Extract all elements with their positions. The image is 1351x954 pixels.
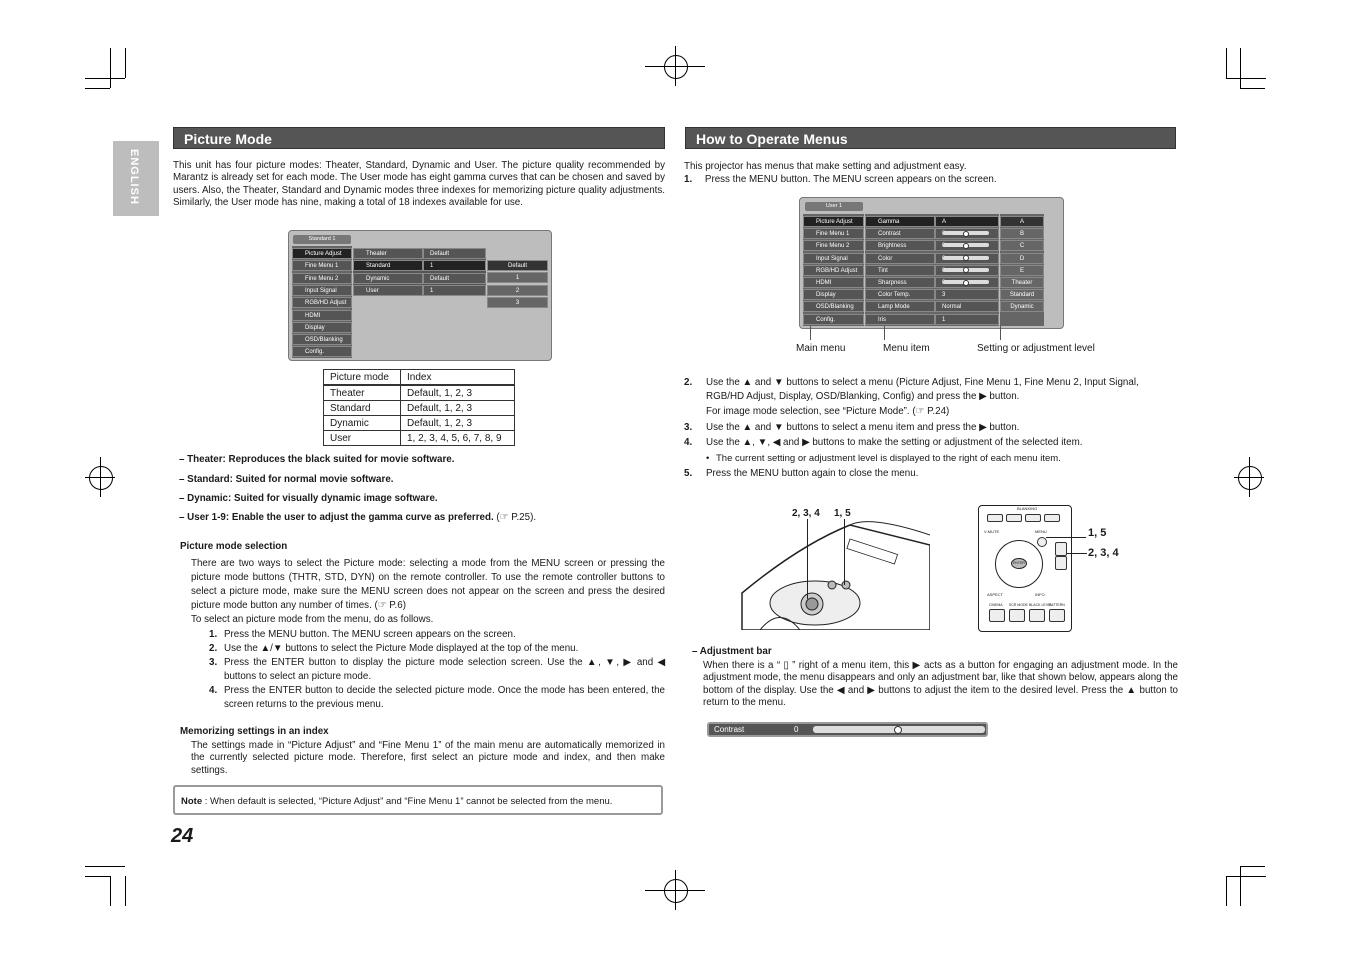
remote-cinema-label: CINEMA [989, 603, 1003, 607]
step-number: 3. [209, 657, 218, 668]
osd-slider-knob[interactable] [963, 280, 969, 286]
osd-item-value: 3 [935, 289, 999, 300]
osd-menu-item[interactable]: Picture Adjust [292, 248, 352, 259]
step-number: 2. [209, 643, 218, 654]
table-header-row [324, 370, 515, 386]
step-row [684, 452, 1178, 466]
adjustment-bar-para: When there is a “ ▯ ” right of a menu item, this ▶ acts as a button for engaging an adjustment mode. In the adjustment mode, the menu disappears and only an adjustment bar, like that shown below, appears along the bottom of the display. Use the ◀ and ▶ buttons to adjust the item to the desired level. Press the ▲ button to return to the menu. [703, 660, 1178, 709]
osd-item-name[interactable]: Lamp Mode [865, 301, 935, 312]
osd-title: Standard 1 [293, 235, 351, 244]
picture-mode-osd [288, 230, 552, 361]
table-header: Picture mode [324, 370, 401, 386]
selection-steps [209, 628, 665, 712]
table-cell: Theater [324, 385, 401, 401]
table-cell: Default, 1, 2, 3 [401, 401, 515, 416]
osd-item-name[interactable]: Iris [865, 314, 935, 325]
osd-level: Default [487, 260, 548, 271]
remote-menu-label: MENU [1035, 529, 1047, 534]
step-text: Press the MENU button. The MENU screen appears on the screen. [224, 629, 516, 640]
step-number: 5. [684, 468, 693, 479]
osd-slider-knob[interactable] [963, 243, 969, 249]
adjustment-bar-heading: – Adjustment bar [692, 646, 772, 657]
osd-menu-item[interactable]: Input Signal [292, 285, 352, 296]
osd-mode-name[interactable]: Theater [353, 248, 423, 259]
osd-level: 3 [487, 297, 548, 308]
language-tab [113, 141, 159, 216]
remote-menu-button[interactable] [1037, 537, 1047, 547]
step-number: 1. [209, 629, 218, 640]
osd-item-value: A [935, 216, 999, 227]
osd-level: 2 [487, 285, 548, 296]
step-row [684, 467, 1178, 481]
remote-info-label: INFO. [1035, 592, 1046, 597]
osd-mode-name[interactable]: Standard [353, 260, 423, 271]
osd-menu-item[interactable]: RGB/HD Adjust [803, 265, 864, 276]
remote-scrmode-button[interactable] [1009, 609, 1025, 622]
osd-level: A [1000, 216, 1044, 227]
osd-item-name[interactable]: Color Temp. [865, 289, 935, 300]
osd-item-value: Normal [935, 301, 999, 312]
table-cell: User [324, 431, 401, 446]
table-row [324, 385, 515, 401]
osd-menu-item[interactable]: Display [803, 289, 864, 300]
table-cell: Dynamic [324, 416, 401, 431]
step-bullet: • [706, 452, 710, 464]
osd-mode-name[interactable]: User [353, 285, 423, 296]
osd-menu-item[interactable]: Config. [292, 346, 352, 357]
operate-menus-title: How to Operate Menus [696, 131, 848, 147]
remote-blanking-button[interactable] [987, 514, 1003, 522]
memorizing-para: The settings made in “Picture Adjust” and “Fine Menu 1” of the main menu are automatically memorized in the currently selected picture mode. Therefore, first select an picture mode and index, and then make settings. [191, 740, 665, 776]
step-number: 2. [684, 377, 693, 388]
osd-item-name[interactable]: Brightness [865, 240, 935, 251]
table-cell: Default, 1, 2, 3 [401, 416, 515, 431]
callout-setting-level: Setting or adjustment level [977, 343, 1095, 354]
remote-label-234: 2, 3, 4 [1088, 547, 1119, 559]
remote-blanking-label: BLANKING [1017, 506, 1038, 511]
osd-item-name[interactable]: Color [865, 253, 935, 264]
remote-blanking-button[interactable] [1044, 514, 1060, 522]
remote-aspect-label: ASPECT [987, 592, 1004, 597]
step-text: Use the ▲/▼ buttons to select the Picture Mode displayed at the top of the menu. [224, 643, 579, 654]
projector-label-234: 2, 3, 4 [792, 508, 820, 519]
step-number: 4. [684, 437, 693, 448]
operate-steps [684, 376, 1178, 481]
osd-menu-item[interactable]: Fine Menu 1 [803, 228, 864, 239]
step-row [684, 376, 1178, 403]
step-text: Use the ▲ and ▼ buttons to select a menu (Picture Adjust, Fine Menu 1, Fine Menu 2, Input Signal, RGB/HD Adjust, Display, OSD/Blanking, Config) and press the ▶ button. [706, 377, 1139, 402]
osd-menu-item[interactable]: Fine Menu 2 [803, 240, 864, 251]
osd-title: User 1 [805, 202, 863, 211]
remote-pattern-button[interactable] [1049, 609, 1065, 622]
mode-bullet: – Standard: Suited for normal movie software. [179, 474, 394, 485]
step-text: Use the ▲ and ▼ buttons to select a menu item and press the ▶ button. [706, 421, 1020, 433]
remote-cinema-button[interactable] [989, 609, 1005, 622]
index-table [323, 369, 515, 446]
picture-mode-heading [173, 127, 665, 149]
selection-sub: To select an picture mode from the menu, do as follows. [191, 614, 434, 625]
osd-menu-item[interactable]: HDMI [292, 310, 352, 321]
osd-item-name[interactable]: Gamma [865, 216, 935, 227]
step-text: Use the ▲, ▼, ◀ and ▶ buttons to make the setting or adjustment of the selected item. [706, 437, 1083, 448]
osd-menu-item[interactable]: Display [292, 322, 352, 333]
osd-level: Standard [1000, 289, 1044, 300]
osd-level: D [1000, 253, 1044, 264]
osd-mode-value: Default [423, 248, 486, 259]
step-number: 1. [684, 174, 693, 185]
remote-pattern-label: PATTERN [1049, 603, 1065, 607]
step-row [684, 421, 1178, 435]
projector-drawing [740, 505, 930, 630]
remote-up-button[interactable] [1055, 542, 1067, 556]
table-header: Index [401, 370, 515, 386]
step-row [684, 405, 1178, 419]
table-cell: 1, 2, 3, 4, 5, 6, 7, 8, 9 [401, 431, 515, 446]
language-tab-label: ENGLISH [128, 149, 140, 205]
osd-mode-name[interactable]: Dynamic [353, 273, 423, 284]
remote-black-label: BLACK LEVEL [1029, 603, 1053, 607]
operate-menus-heading [685, 127, 1176, 149]
osd-menu-item[interactable]: Picture Adjust [803, 216, 864, 227]
osd-slider-knob[interactable] [963, 231, 969, 237]
step-row [209, 628, 665, 642]
osd-menu-item[interactable]: HDMI [803, 277, 864, 288]
osd-item-name[interactable]: Sharpness [865, 277, 935, 288]
osd-menu-item[interactable]: Fine Menu 1 [292, 260, 352, 271]
step-number: 3. [684, 421, 693, 433]
osd-menu-item[interactable]: Config. [803, 314, 864, 325]
osd-menu-item[interactable]: RGB/HD Adjust [292, 297, 352, 308]
osd-menu-item[interactable]: Input Signal [803, 253, 864, 264]
osd-item-value: 1 [935, 314, 999, 325]
remote-blanking-button[interactable] [1025, 514, 1041, 522]
step-text: For image mode selection, see “Picture Mode”. (☞ P.24) [706, 406, 950, 417]
table-cell: Standard [324, 401, 401, 416]
remote-blanking-button[interactable] [1006, 514, 1022, 522]
step-text: Press the ENTER button to display the picture mode selection screen. Use the ▲, ▼, ▶ and ◀ buttons to select an picture mode. [224, 657, 665, 682]
osd-level: Dynamic [1000, 301, 1044, 312]
osd-mode-value: 1 [423, 285, 486, 296]
remote-down-button[interactable] [1055, 556, 1067, 570]
step-number: 4. [209, 685, 218, 696]
osd-level: 1 [487, 272, 548, 283]
picture-mode-intro: This unit has four picture modes: Theater, Standard, Dynamic and User. The picture quality recommended by Marantz is already set for each mode. The User mode has eight gamma curves that can be chosen and saved by users. Also, the Theater, Standard and Dynamic modes three indexes for memorizing picture quality adjustments. Similarly, the User mode has nine, making a total of 18 indexes available for use. [173, 160, 665, 209]
projector-illustration [740, 505, 930, 630]
osd-menu-item[interactable]: OSD/Blanking [803, 301, 864, 312]
osd-level: E [1000, 265, 1044, 276]
remote-illustration [978, 505, 1072, 632]
note-box [173, 785, 663, 815]
selection-para: There are two ways to select the Picture mode: selecting a mode from the MENU screen or pressing the picture mode buttons (THTR, STD, DYN) on the remote controller. To use the remote controller buttons to select a picture mode, make sure the MENU screen does not appear on the screen and press the desired picture mode button any number of times. (☞ P.6) [191, 558, 665, 611]
callout-menu-item: Menu item [883, 343, 930, 354]
operate-step1 [684, 174, 997, 186]
operate-intro: This projector has menus that make setting and adjustment easy. [684, 161, 967, 172]
osd-menu-item[interactable]: Fine Menu 2 [292, 273, 352, 284]
osd-item-name[interactable]: Tint [865, 265, 935, 276]
table-row [324, 431, 515, 446]
projector-label-15: 1, 5 [834, 508, 851, 519]
step-row [209, 656, 665, 684]
callout-main-menu: Main menu [796, 343, 846, 354]
memorizing-heading: Memorizing settings in an index [180, 726, 329, 737]
adjustment-bar-label: Contrast [714, 725, 745, 734]
osd-mode-value: 1 [423, 260, 486, 271]
remote-black-button[interactable] [1029, 609, 1045, 622]
osd-level: C [1000, 240, 1044, 251]
remote-label-15: 1, 5 [1088, 527, 1107, 539]
step-text: Press the MENU button. The MENU screen appears on the screen. [704, 174, 997, 185]
page-number: 24 [171, 825, 194, 847]
osd-item-name[interactable]: Contrast [865, 228, 935, 239]
step-text: The current setting or adjustment level is displayed to the right of each menu item. [716, 452, 1061, 464]
step-text: Press the MENU button again to close the menu. [706, 468, 919, 479]
remote-vmute-label: V-MUTE [984, 529, 1000, 534]
picture-mode-title: Picture Mode [184, 131, 272, 147]
table-row [324, 401, 515, 416]
mode-bullet-user [179, 512, 536, 523]
mode-bullet: – Theater: Reproduces the black suited for movie software. [179, 454, 455, 465]
note-label: Note [181, 796, 203, 807]
step-row [684, 436, 1178, 450]
osd-menu-item[interactable]: OSD/Blanking [292, 334, 352, 345]
note-text: : When default is selected, “Picture Adjust” and “Fine Menu 1” cannot be selected from the menu. [202, 796, 613, 807]
osd-level: B [1000, 228, 1044, 239]
osd-mode-value: Default [423, 273, 486, 284]
table-row [324, 416, 515, 431]
menu-osd [799, 197, 1064, 329]
mode-bullet-ref: (☞ P.25). [493, 512, 537, 523]
selection-heading: Picture mode selection [180, 541, 288, 552]
adjustment-bar-knob[interactable] [894, 726, 902, 734]
step-row [209, 642, 665, 656]
step-text: Press the ENTER button to decide the selected picture mode. Once the mode has been entered, the screen returns to the previous menu. [224, 685, 665, 710]
table-cell: Default, 1, 2, 3 [401, 385, 515, 401]
adjustment-bar [707, 722, 988, 737]
remote-enter-button[interactable]: ENTER [1011, 558, 1027, 569]
step-number [684, 405, 706, 419]
step-row [209, 684, 665, 712]
mode-bullet: – Dynamic: Suited for visually dynamic image software. [179, 493, 438, 504]
adjustment-bar-value: 0 [794, 725, 799, 734]
osd-level: Theater [1000, 277, 1044, 288]
mode-bullet-text: – User 1-9: Enable the user to adjust the gamma curve as preferred. [179, 512, 494, 523]
remote-scrmode-label: SCR MODE [1009, 603, 1028, 607]
